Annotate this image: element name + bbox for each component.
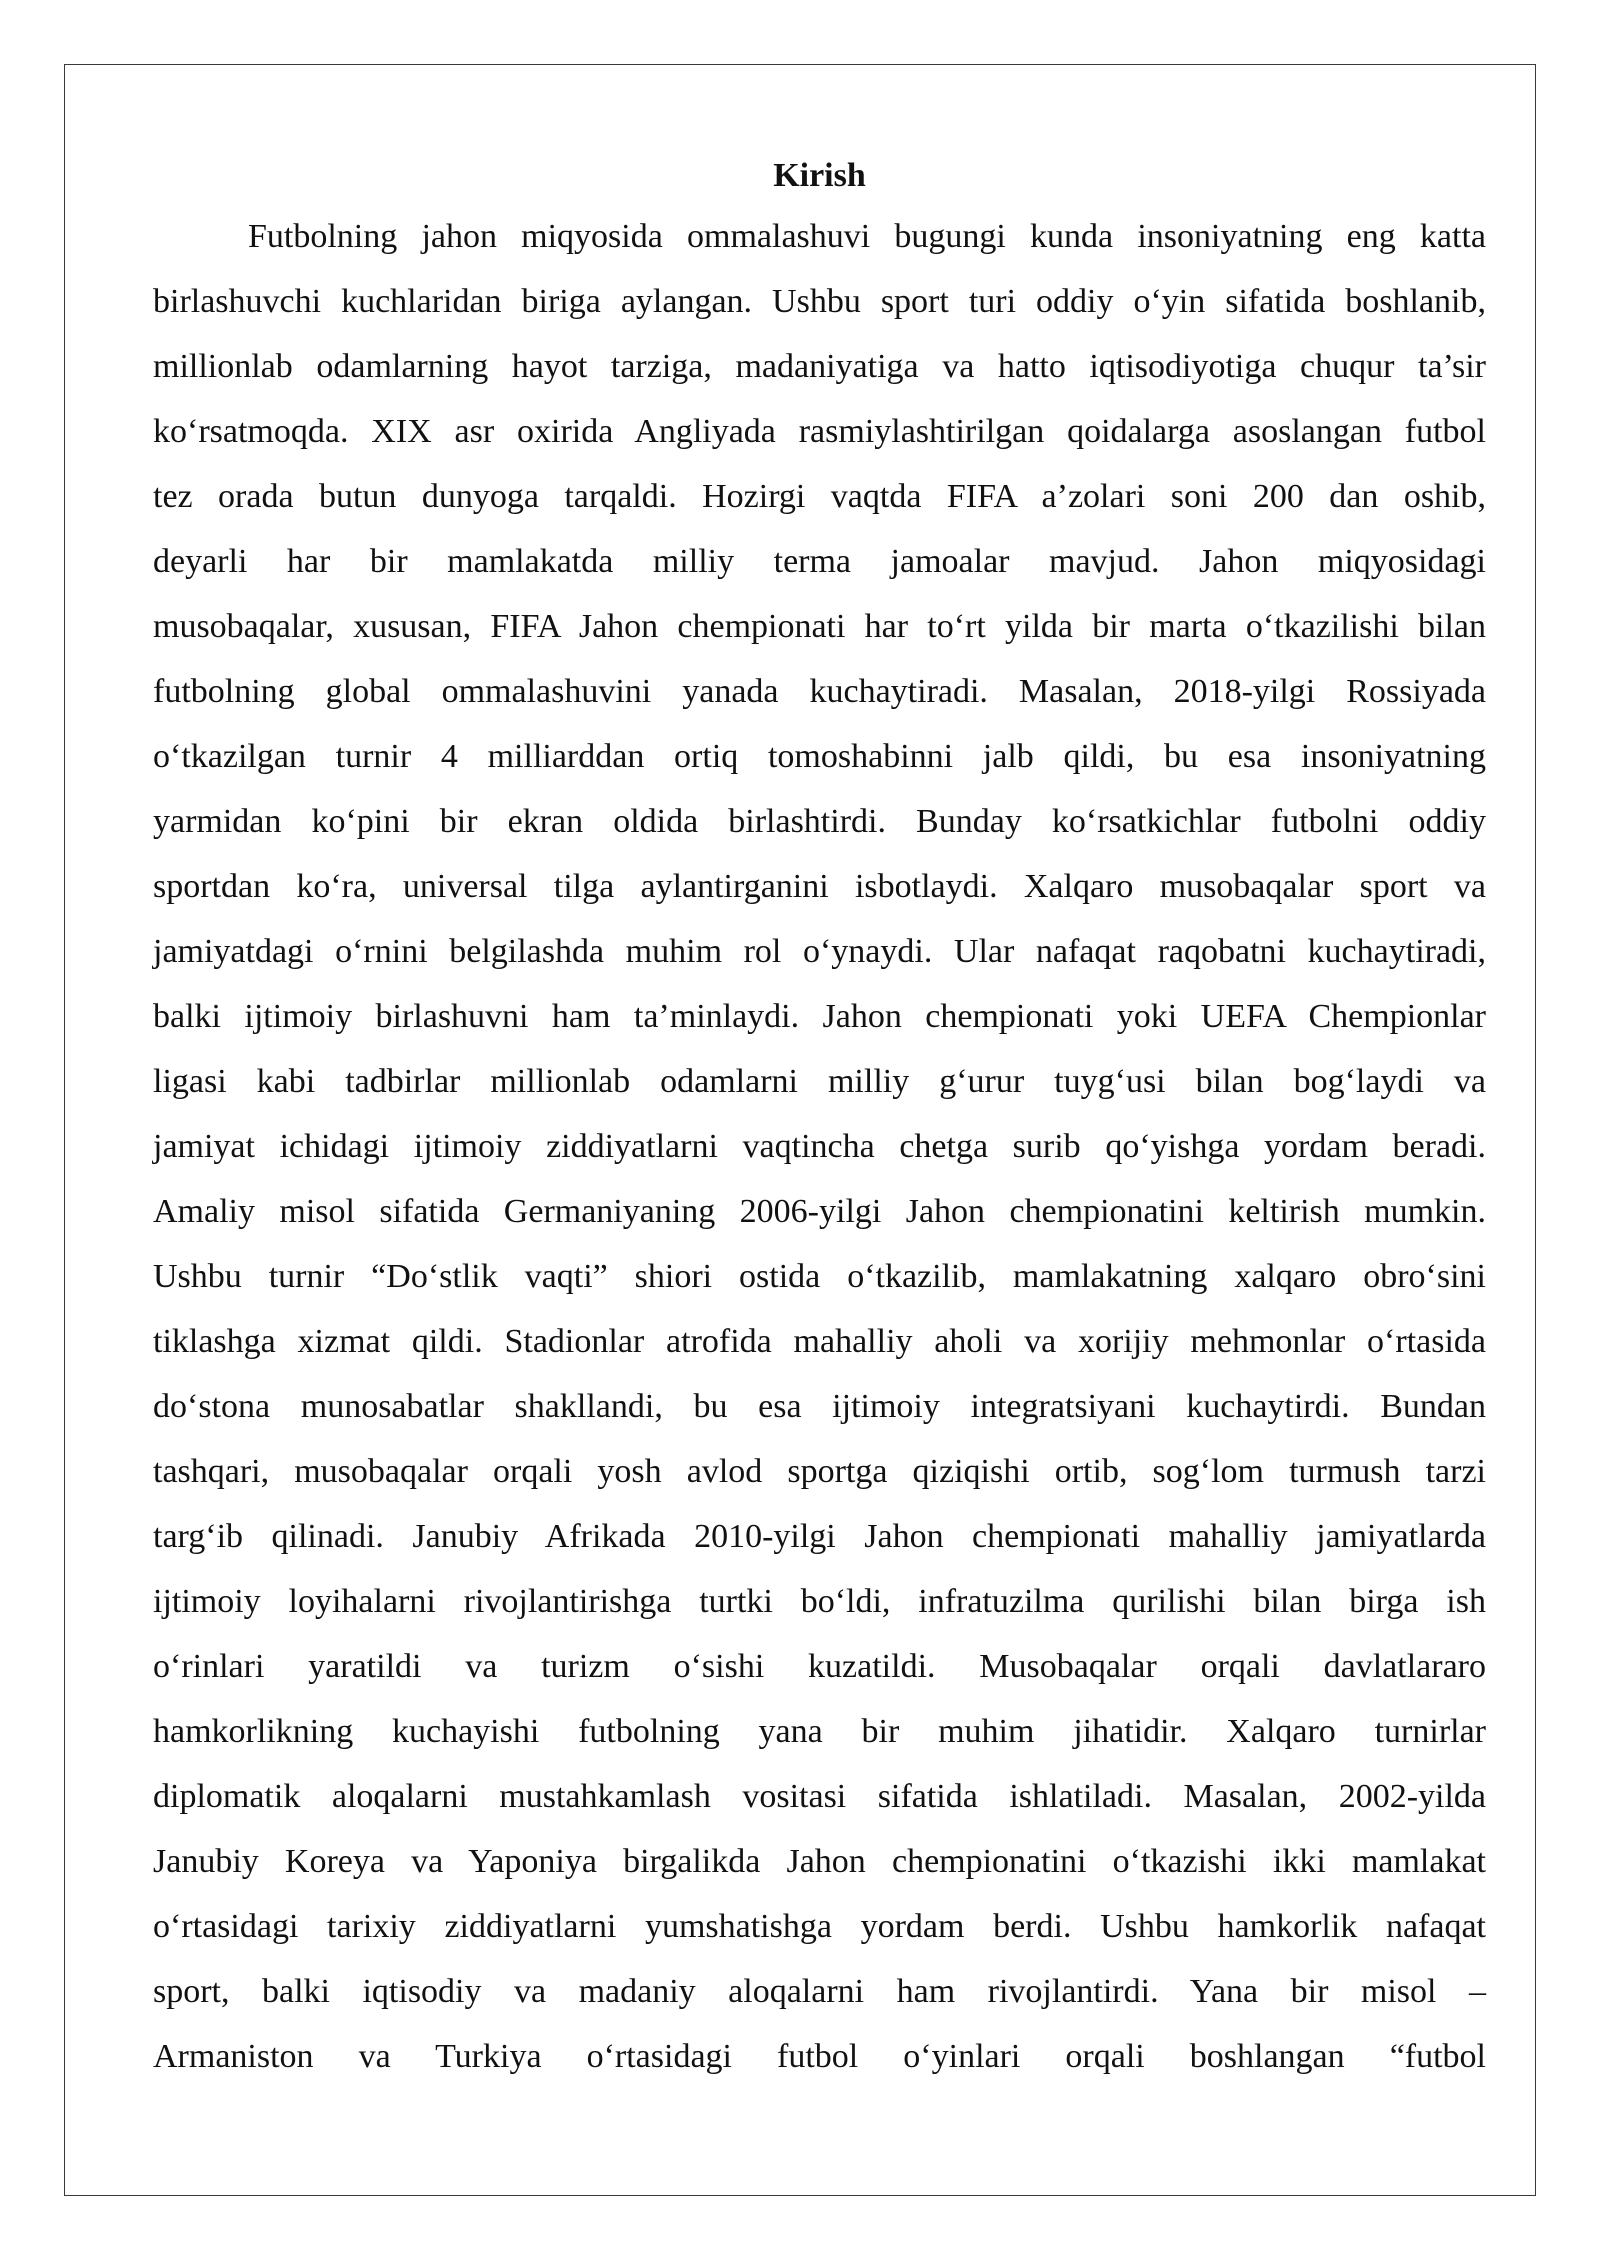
text-line: ijtimoiy loyihalarni rivojlantirishga turtki bo‘ldi, infratuzilma qurilishi bilan birga ish (153, 1583, 1486, 1620)
text-line: o‘rtasidagi tarixiy ziddiyatlarni yumshatishga yordam berdi. Ushbu hamkorlik nafaqat (153, 1908, 1486, 1945)
text-line: ko‘rsatmoqda. XIX asr oxirida Angliyada rasmiylashtirilgan qoidalarga asoslangan futbol (153, 413, 1486, 450)
text-line: diplomatik aloqalarni mustahkamlash vositasi sifatida ishlatiladi. Masalan, 2002-yilda (153, 1778, 1486, 1815)
text-line: sport, balki iqtisodiy va madaniy aloqalarni ham rivojlantirdi. Yana bir misol – (153, 1973, 1486, 2010)
text-line: yarmidan ko‘pini bir ekran oldida birlashtirdi. Bunday ko‘rsatkichlar futbolni oddiy (153, 803, 1486, 840)
text-line: tashqari, musobaqalar orqali yosh avlod sportga qiziqishi ortib, sog‘lom turmush tarzi (153, 1453, 1486, 1490)
text-line: Armaniston va Turkiya o‘rtasidagi futbol o‘yinlari orqali boshlangan “futbol (153, 2038, 1486, 2075)
text-line: o‘rinlari yaratildi va turizm o‘sishi kuzatildi. Musobaqalar orqali davlatlararo (153, 1648, 1486, 1685)
text-line: hamkorlikning kuchayishi futbolning yana bir muhim jihatidir. Xalqaro turnirlar (153, 1713, 1486, 1750)
text-line: balki ijtimoiy birlashuvni ham ta’minlaydi. Jahon chempionati yoki UEFA Chempionlar (153, 998, 1486, 1035)
document-body (153, 148, 1486, 2089)
text-line: jamiyat ichidagi ijtimoiy ziddiyatlarni vaqtincha chetga surib qo‘yishga yordam beradi. (153, 1128, 1486, 1165)
text-line: Ushbu turnir “Do‘stlik vaqti” shiori ostida o‘tkazilib, mamlakatning xalqaro obro‘sini (153, 1258, 1486, 1295)
text-line: targ‘ib qilinadi. Janubiy Afrikada 2010-yilgi Jahon chempionati mahalliy jamiyatlarda (153, 1518, 1486, 1555)
text-line: ligasi kabi tadbirlar millionlab odamlarni milliy g‘urur tuyg‘usi bilan bog‘laydi va (153, 1063, 1486, 1100)
text-line: do‘stona munosabatlar shakllandi, bu esa ijtimoiy integratsiyani kuchaytirdi. Bundan (153, 1388, 1486, 1425)
text-line: sportdan ko‘ra, universal tilga aylantirganini isbotlaydi. Xalqaro musobaqalar sport va (153, 868, 1486, 905)
text-line: o‘tkazilgan turnir 4 milliarddan ortiq tomoshabinni jalb qildi, bu esa insoniyatning (153, 738, 1486, 775)
document-title: Kirish (773, 157, 866, 194)
text-line: jamiyatdagi o‘rnini belgilashda muhim rol o‘ynaydi. Ular nafaqat raqobatni kuchaytiradi, (153, 933, 1486, 970)
text-line: musobaqalar, xususan, FIFA Jahon chempionati har to‘rt yilda bir marta o‘tkazilishi bilan (153, 608, 1486, 645)
text-line: futbolning global ommalashuvini yanada kuchaytiradi. Masalan, 2018-yilgi Rossiyada (153, 673, 1486, 710)
paragraph (153, 204, 1486, 2089)
text-line: tez orada butun dunyoga tarqaldi. Hozirgi vaqtda FIFA a’zolari soni 200 dan oshib, (153, 478, 1486, 515)
text-line: Amaliy misol sifatida Germaniyaning 2006-yilgi Jahon chempionatini keltirish mumkin. (153, 1193, 1486, 1230)
text-line: Janubiy Koreya va Yaponiya birgalikda Jahon chempionatini o‘tkazishi ikki mamlakat (153, 1843, 1486, 1880)
text-line: deyarli har bir mamlakatda milliy terma jamoalar mavjud. Jahon miqyosidagi (153, 543, 1486, 580)
text-line: Futbolning jahon miqyosida ommalashuvi bugungi kunda insoniyatning eng katta (248, 218, 1486, 255)
text-line: millionlab odamlarning hayot tarziga, madaniyatiga va hatto iqtisodiyotiga chuqur ta’sir (153, 348, 1486, 385)
text-line: birlashuvchi kuchlaridan biriga aylangan. Ushbu sport turi oddiy o‘yin sifatida boshlanib, (153, 283, 1486, 320)
text-line: tiklashga xizmat qildi. Stadionlar atrofida mahalliy aholi va xorijiy mehmonlar o‘rtasida (153, 1323, 1486, 1360)
